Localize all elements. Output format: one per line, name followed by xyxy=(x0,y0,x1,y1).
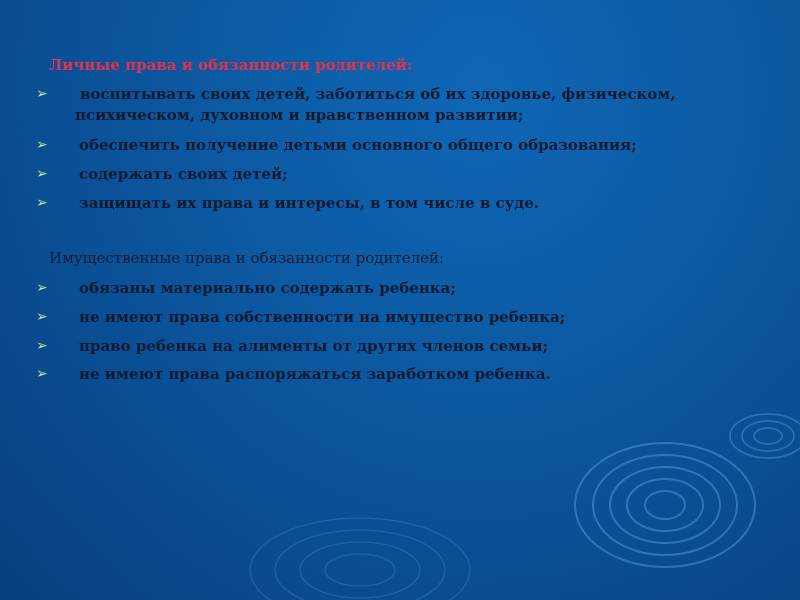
arrowhead-bullet-icon: ➢ xyxy=(36,166,48,182)
arrowhead-bullet-icon: ➢ xyxy=(36,86,48,102)
list-item xyxy=(36,307,756,328)
personal-rights-heading: Личные права и обязанности родителей: xyxy=(49,56,413,74)
list-item xyxy=(36,164,756,185)
list-item xyxy=(36,278,756,299)
arrowhead-bullet-icon: ➢ xyxy=(36,338,48,354)
arrowhead-bullet-icon: ➢ xyxy=(36,195,48,211)
arrowhead-bullet-icon: ➢ xyxy=(36,280,48,296)
list-item xyxy=(36,193,756,214)
list-item-text: не имеют права собственности на имущество ребенка; xyxy=(79,308,566,326)
arrowhead-bullet-icon: ➢ xyxy=(36,309,48,325)
list-item-text: не имеют права распоряжаться заработком ребенка. xyxy=(79,365,551,383)
list-item-text: обеспечить получение детьми основного общего образования; xyxy=(79,136,637,154)
list-item xyxy=(36,135,756,156)
property-rights-heading: Имущественные права и обязанности родителей: xyxy=(49,249,445,267)
arrowhead-bullet-icon: ➢ xyxy=(36,137,48,153)
list-item xyxy=(36,84,756,126)
list-item-text: право ребенка на алименты от других членов семьи; xyxy=(79,337,548,355)
list-item-text: содержать своих детей; xyxy=(79,165,288,183)
list-item-text: обязаны материально содержать ребенка; xyxy=(79,279,456,297)
list-item xyxy=(36,336,756,357)
list-item-text: воспитывать своих детей, заботиться об их здоровье, физическом, психическом, духовном и нравственном развитии; xyxy=(75,85,676,124)
list-item-text: защищать их права и интересы, в том числе в суде. xyxy=(79,194,539,212)
arrowhead-bullet-icon: ➢ xyxy=(36,366,48,382)
list-item xyxy=(36,364,756,385)
